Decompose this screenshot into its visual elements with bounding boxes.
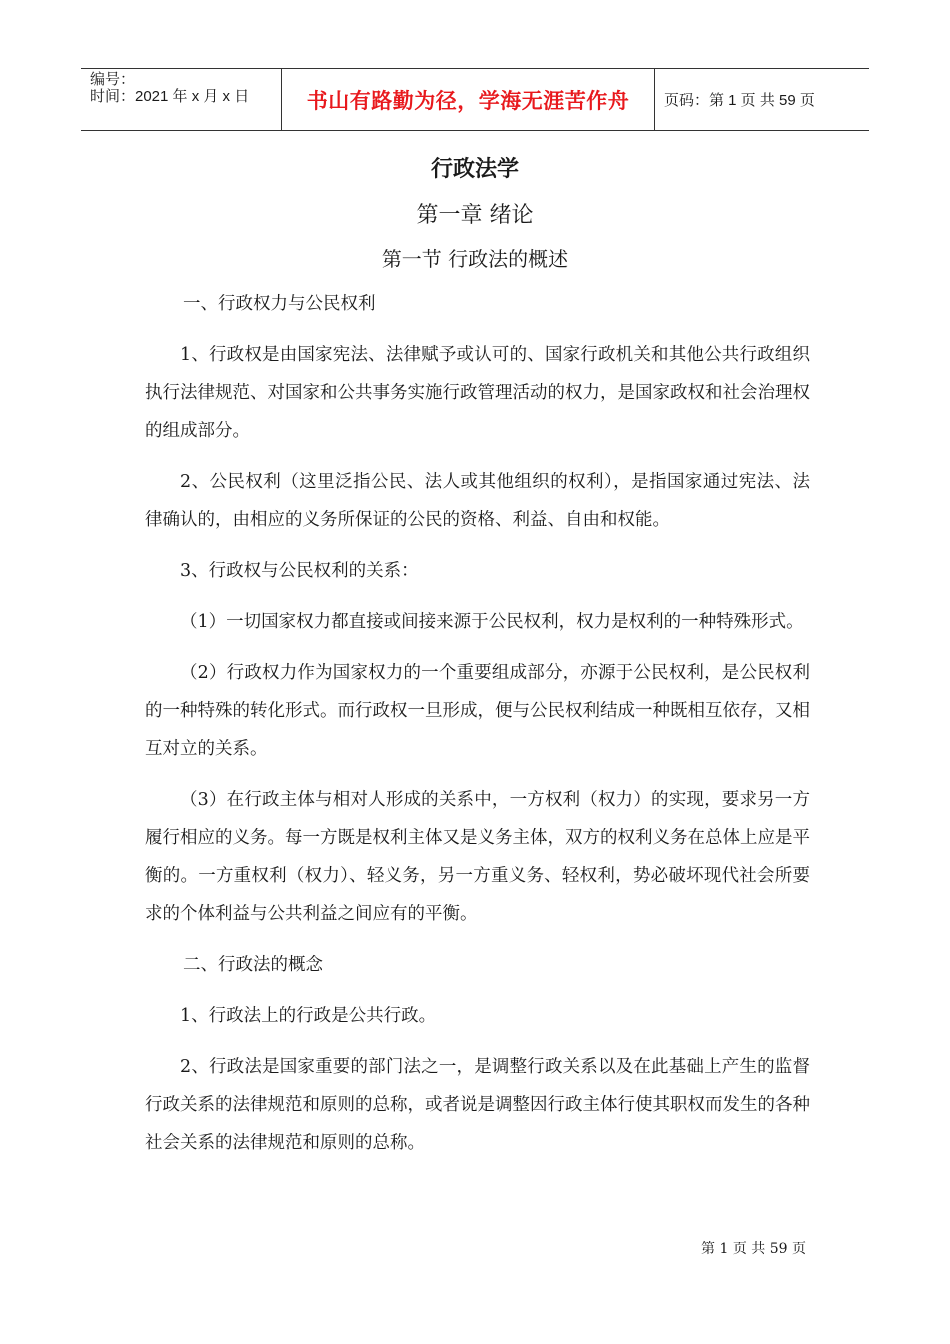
- paragraph: 1、行政法上的行政是公共行政。: [180, 1006, 437, 1026]
- document-title: 行政法学: [430, 157, 519, 182]
- chapter-title: 第一章 绪论: [416, 203, 534, 228]
- paragraph: 1、行政权是由国家宪法、法律赋予或认可的、国家行政机关和其他公共行政组织执行法律规范、对国家和公共事务实施行政管理活动的权力，是国家政权和社会治理权的组成部分。: [145, 345, 810, 441]
- subheading: 一、行政权力与公民权利: [183, 294, 376, 314]
- header-table: [81, 68, 869, 131]
- number-label: 编号：: [90, 71, 136, 88]
- header-page-number: 页码：第 1 页 共 59 页: [664, 92, 815, 109]
- paragraph: 3、行政权与公民权利的关系：: [180, 561, 419, 581]
- time-label: 时间：2021 年 x 月 x 日: [90, 88, 250, 105]
- document-body: [145, 285, 810, 1175]
- footer-page-number: 第 1 页 共 59 页: [701, 1241, 806, 1257]
- paragraph: 2、公民权利（这里泛指公民、法人或其他组织的权利），是指国家通过宪法、法律确认的，由相应的义务所保证的公民的资格、利益、自由和权能。: [145, 472, 810, 530]
- subheading: 二、行政法的概念: [183, 955, 323, 975]
- paragraph: （2）行政权力作为国家权力的一个重要组成部分，亦源于公民权利，是公民权利的一种特殊的转化形式。而行政权一旦形成，便与公民权利结成一种既相互依存，又相互对立的关系。: [145, 663, 810, 759]
- section-title: 第一节 行政法的概述: [381, 247, 569, 271]
- header-motto: 书山有路勤为径，学海无涯苦作舟: [282, 69, 655, 130]
- paragraph: 2、行政法是国家重要的部门法之一，是调整行政关系以及在此基础上产生的监督行政关系的法律规范和原则的总称，或者说是调整因行政主体行使其职权而发生的各种社会关系的法律规范和原则的总称。: [145, 1057, 810, 1153]
- header-info-cell: [81, 69, 282, 130]
- paragraph: （3）在行政主体与相对人形成的关系中，一方权利（权力）的实现，要求另一方履行相应的义务。每一方既是权利主体又是义务主体，双方的权利义务在总体上应是平衡的。一方重权利（权力）、轻义务，另一方重义务、轻权利，势必破坏现代社会所要求的个体利益与公共利益之间应有的平衡。: [145, 790, 810, 924]
- paragraph: （1）一切国家权力都直接或间接来源于公民权利，权力是权利的一种特殊形式。: [180, 612, 804, 632]
